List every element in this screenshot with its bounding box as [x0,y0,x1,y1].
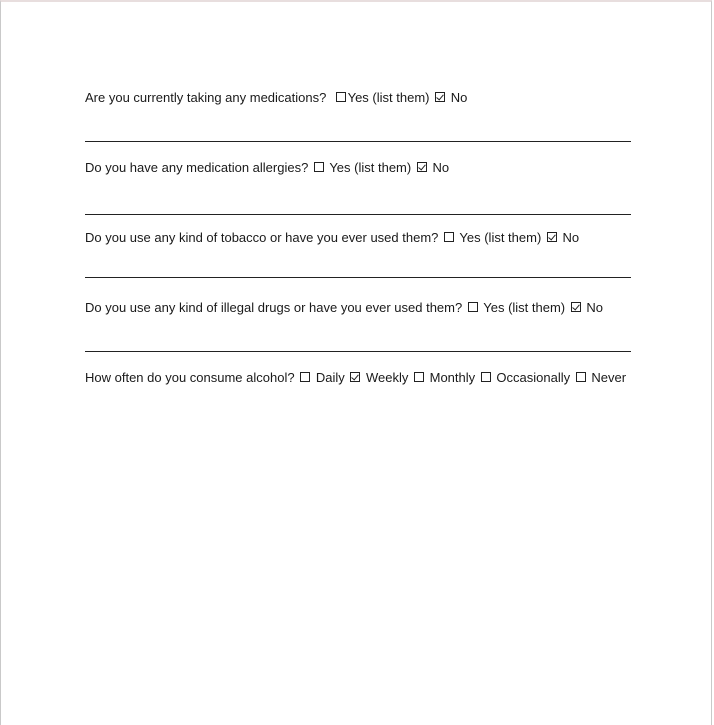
yes-label: Yes (list them) [347,90,430,105]
monthly-checkbox[interactable] [414,372,424,382]
yes-checkbox[interactable] [444,232,454,242]
no-label: No [586,300,604,315]
question-text: Are you currently taking any medications? [85,90,327,105]
daily-checkbox[interactable] [300,372,310,382]
no-checkbox[interactable] [435,92,445,102]
question-allergies [85,160,449,176]
option-label: Occasionally [496,370,571,385]
no-checkbox[interactable] [571,302,581,312]
no-label: No [562,230,580,245]
question-text: Do you use any kind of illegal drugs or have you ever used them? [85,300,463,315]
yes-checkbox[interactable] [336,92,346,102]
option-label: Weekly [365,370,409,385]
yes-checkbox[interactable] [468,302,478,312]
yes-label: Yes (list them) [459,230,542,245]
yes-label: Yes (list them) [483,300,566,315]
question-alcohol [85,370,626,386]
question-text: Do you have any medication allergies? [85,160,309,175]
no-label: No [450,90,468,105]
question-medications [85,90,467,106]
answer-line[interactable] [85,277,631,278]
question-text: Do you use any kind of tobacco or have you ever used them? [85,230,439,245]
answer-line[interactable] [85,214,631,215]
option-label: Never [591,370,627,385]
answer-line[interactable] [85,351,631,352]
question-text: How often do you consume alcohol? [85,370,295,385]
no-label: No [432,160,450,175]
no-checkbox[interactable] [417,162,427,172]
option-label: Monthly [429,370,476,385]
yes-checkbox[interactable] [314,162,324,172]
never-checkbox[interactable] [576,372,586,382]
occasionally-checkbox[interactable] [481,372,491,382]
no-checkbox[interactable] [547,232,557,242]
question-tobacco [85,230,579,246]
weekly-checkbox[interactable] [350,372,360,382]
yes-label: Yes (list them) [329,160,412,175]
question-illegal-drugs [85,300,603,316]
option-label: Daily [315,370,345,385]
answer-line[interactable] [85,141,631,142]
